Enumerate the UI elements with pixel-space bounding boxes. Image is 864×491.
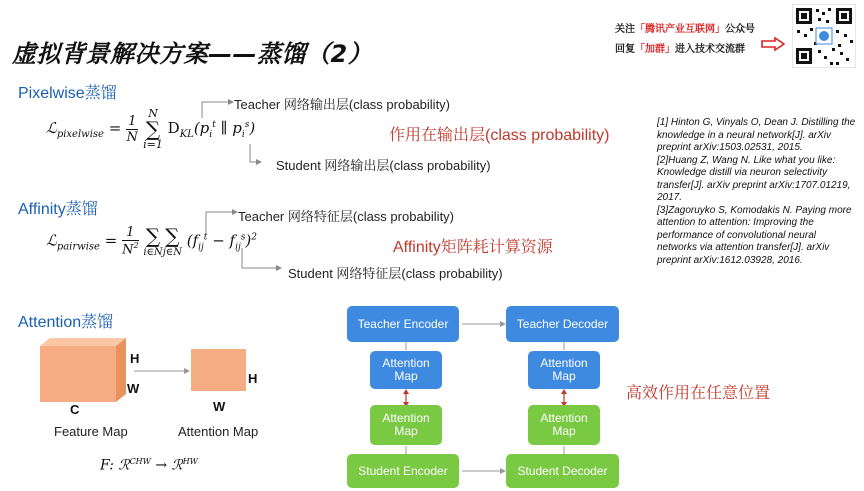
affinity-heading: Affinity蒸馏: [18, 201, 98, 218]
attention-map-label-line2: Map: [394, 369, 418, 383]
teacher-encoder-attention-map: [370, 351, 442, 389]
header-line1-suffix: 公众号: [725, 24, 755, 35]
pixelwise-note: 作用在输出层(class probability): [389, 127, 610, 144]
attention-map-label-line1: Attention: [382, 411, 430, 425]
feature-dim-h: H: [130, 351, 140, 366]
teacher-decoder-attention-map: [528, 351, 600, 389]
references-list: [657, 117, 857, 267]
feature-dim-w: W: [127, 381, 140, 396]
student-encoder-attention-map: [370, 405, 442, 445]
reference-item: [1] Hinton G, Vinyals O, Dean J. Distilling the knowledge in a neural network[J]. arXiv preprint arXiv:1503.02531, 2015.: [657, 117, 856, 153]
attention-map-caption: Attention Map: [178, 424, 259, 439]
header-line2-suffix: 进入技术交流群: [675, 44, 745, 55]
feature-to-attention-arrow: [132, 366, 192, 376]
attention-map-square: [191, 349, 246, 391]
header-line2-prefix: 回复: [615, 44, 635, 55]
feature-dim-c: C: [70, 402, 80, 417]
feature-map-cube: [38, 336, 130, 406]
pixelwise-student-label: Student 网络输出层(class probability): [276, 158, 491, 173]
slide-title: 虚拟背景解决方案——蒸馏（2）: [12, 40, 373, 68]
attention-map-label-line1: Attention: [540, 356, 588, 370]
qr-code-icon[interactable]: [792, 4, 856, 68]
attention-map-label-line2: Map: [394, 424, 418, 438]
student-decoder-box: Student Decoder: [506, 454, 619, 488]
pointing-hand-icon: [761, 36, 785, 52]
attention-map-label-line1: Attention: [382, 356, 430, 370]
attention-map-label-line1: Attention: [540, 411, 588, 425]
reference-item: [3]Zagoruyko S, Komodakis N. Paying more attention to attention: Improving the performance of convolutional neural networks via attention transfer[J]. arXiv preprint arXiv:1612.03928, 2016.: [657, 204, 852, 266]
attention-note: 高效作用在任意位置: [626, 385, 771, 402]
header-follow-note: [615, 20, 755, 35]
attention-dim-h: H: [248, 371, 258, 386]
feature-map-caption: Feature Map: [54, 424, 128, 439]
pixelwise-student-arrowhead: [256, 158, 266, 166]
affinity-formula: ℒ$_{pairwise}$ = $\frac{1}{N^2}$ ∑ i∈N ∑ j∈N $(f_{ij}^t - f_{ij}^s)^2$: [46, 224, 257, 258]
attention-mapping-formula: F: ℛ$^{CHW}$ → ℛ$^{HW}$: [100, 457, 198, 474]
header-join-note: [615, 40, 745, 55]
pixelwise-teacher-label: Teacher 网络输出层(class probability): [234, 97, 451, 112]
pixelwise-heading: Pixelwise蒸馏: [18, 85, 117, 102]
teacher-decoder-box: Teacher Decoder: [506, 306, 619, 342]
pixelwise-formula: ℒ$_{pixelwise}$ = $\frac{1}{N}$ N ∑ i=1 $D_{KL}(p_i^t$ ∥ $p_i^s$): [46, 107, 256, 151]
attention-map-label-line2: Map: [552, 369, 576, 383]
teacher-encoder-box: Teacher Encoder: [347, 306, 459, 342]
reference-item: [2]Huang Z, Wang N. Like what you like: Knowledge distill via neuron selectivity transfer[J]. arXiv preprint arXiv:1707.01219, 2017.: [657, 154, 851, 203]
student-decoder-attention-map: [528, 405, 600, 445]
affinity-teacher-label: Teacher 网络特征层(class probability): [238, 209, 455, 224]
attention-heading: Attention蒸馏: [18, 314, 114, 331]
affinity-student-label: Student 网络特征层(class probability): [288, 266, 503, 281]
attention-dim-w: W: [213, 399, 226, 414]
student-encoder-box: Student Encoder: [347, 454, 459, 488]
attention-map-label-line2: Map: [552, 424, 576, 438]
header-line1-prefix: 关注: [615, 24, 635, 35]
header-line1-highlight: 「腾讯产业互联网」: [635, 24, 725, 35]
header-line2-highlight: 「加群」: [635, 44, 675, 55]
affinity-note: Affinity矩阵耗计算资源: [393, 239, 553, 256]
